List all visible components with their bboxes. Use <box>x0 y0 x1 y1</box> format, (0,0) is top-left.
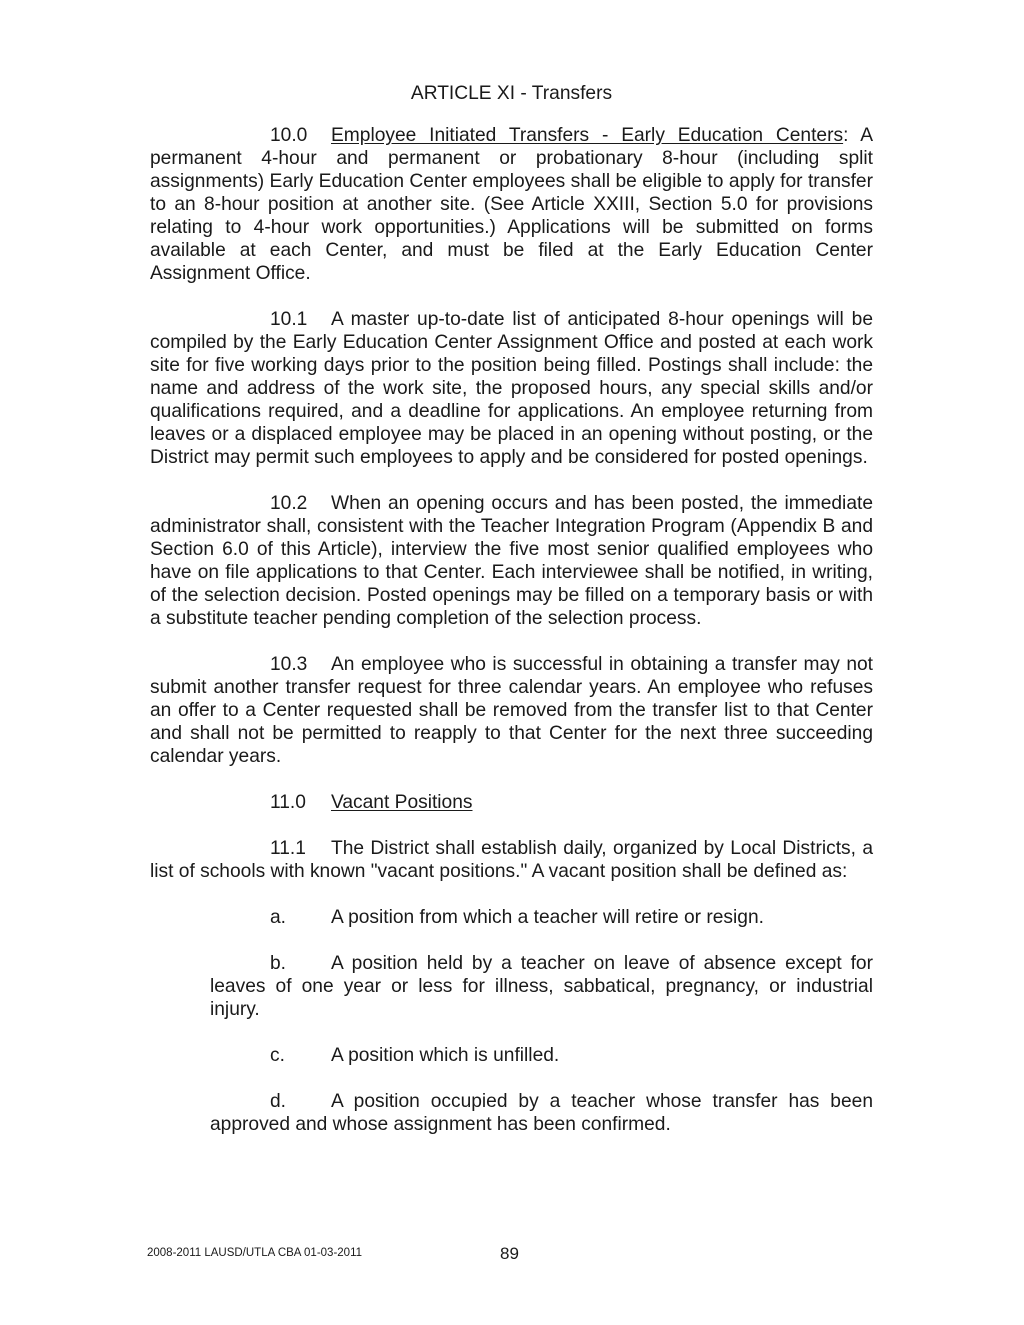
section-10-2 <box>150 492 873 630</box>
list-item-text: A position held by a teacher on leave of absence except for leaves of one year or less for illness, sabbatical, pregnancy, or industrial injury. <box>210 953 873 1020</box>
section-11-1 <box>150 837 873 883</box>
list-item-letter: b. <box>270 953 287 974</box>
section-text: When an opening occurs and has been posted, the immediate administrator shall, consistent with the Teacher Integration Program (Appendix B and Section 6.0 of this Article), interview the five most senior qualified employees who have on file applications to that Center. Each interviewee shall be notified, in writing, of the selection decision. Posted openings may be filled on a temporary basis or with a substitute teacher pending completion of the selection process. <box>150 493 873 629</box>
list-item-d <box>210 1090 873 1136</box>
section-number: 11.0 <box>270 792 306 813</box>
section-number: 11.1 <box>270 838 306 859</box>
section-number: 10.0 <box>270 125 308 146</box>
page-number: 89 <box>500 1244 519 1263</box>
list-item-a <box>210 906 873 929</box>
list-item-letter: c. <box>270 1045 285 1066</box>
list-item-text: A position from which a teacher will retire or resign. <box>331 907 764 928</box>
section-heading: Employee Initiated Transfers - Early Education Centers <box>331 125 844 146</box>
footer-document-label: 2008-2011 LAUSD/UTLA CBA 01-03-2011 <box>147 1247 363 1259</box>
section-heading: Vacant Positions <box>331 792 473 813</box>
section-text: The District shall establish daily, organized by Local Districts, a list of schools with known "vacant positions." A vacant position shall be defined as: <box>150 838 873 882</box>
section-number: 10.2 <box>270 493 308 514</box>
section-number: 10.3 <box>270 654 308 675</box>
list-item-letter: a. <box>270 907 287 928</box>
page-footer <box>147 1244 527 1268</box>
section-text: : A permanent 4-hour and permanent or probationary 8-hour (including split assignments) Early Education Center employees shall be eligible to apply for transfer to an 8-hour position at another site. (See Article XXIII, Section 5.0 for provisions relating to 4-hour work opportunities.) Applications will be submitted on forms available at each Center, and must be filed at the Early Education Center Assignment Office. <box>150 125 873 284</box>
list-item-b <box>210 952 873 1021</box>
list-item-c <box>210 1044 873 1067</box>
document-page <box>150 82 873 1159</box>
article-title: ARTICLE XI - Transfers <box>410 83 613 104</box>
list-item-text: A position which is unfilled. <box>331 1045 560 1066</box>
section-10-3 <box>150 653 873 768</box>
section-text: An employee who is successful in obtaining a transfer may not submit another transfer request for three calendar years. An employee who refuses an offer to a Center requested shall be removed from the transfer list to that Center and shall not be permitted to reapply to that Center for the next three succeeding calendar years. <box>150 654 873 767</box>
list-item-text: A position occupied by a teacher whose transfer has been approved and whose assignment has been confirmed. <box>210 1091 873 1135</box>
list-item-letter: d. <box>270 1091 287 1112</box>
section-10-1 <box>150 308 873 469</box>
section-10-0 <box>150 124 873 285</box>
section-text: A master up-to-date list of anticipated 8-hour openings will be compiled by the Early Education Center Assignment Office and posted at each work site for five working days prior to the position being filled. Postings shall include: the name and address of the work site, the proposed hours, any special skills and/or qualifications required, and a deadline for applications. An employee returning from leaves or a displaced employee may be placed in an opening without posting, or the District may permit such employees to apply and be considered for posted openings. <box>150 309 873 468</box>
section-number: 10.1 <box>270 309 308 330</box>
section-11-0 <box>150 791 873 814</box>
